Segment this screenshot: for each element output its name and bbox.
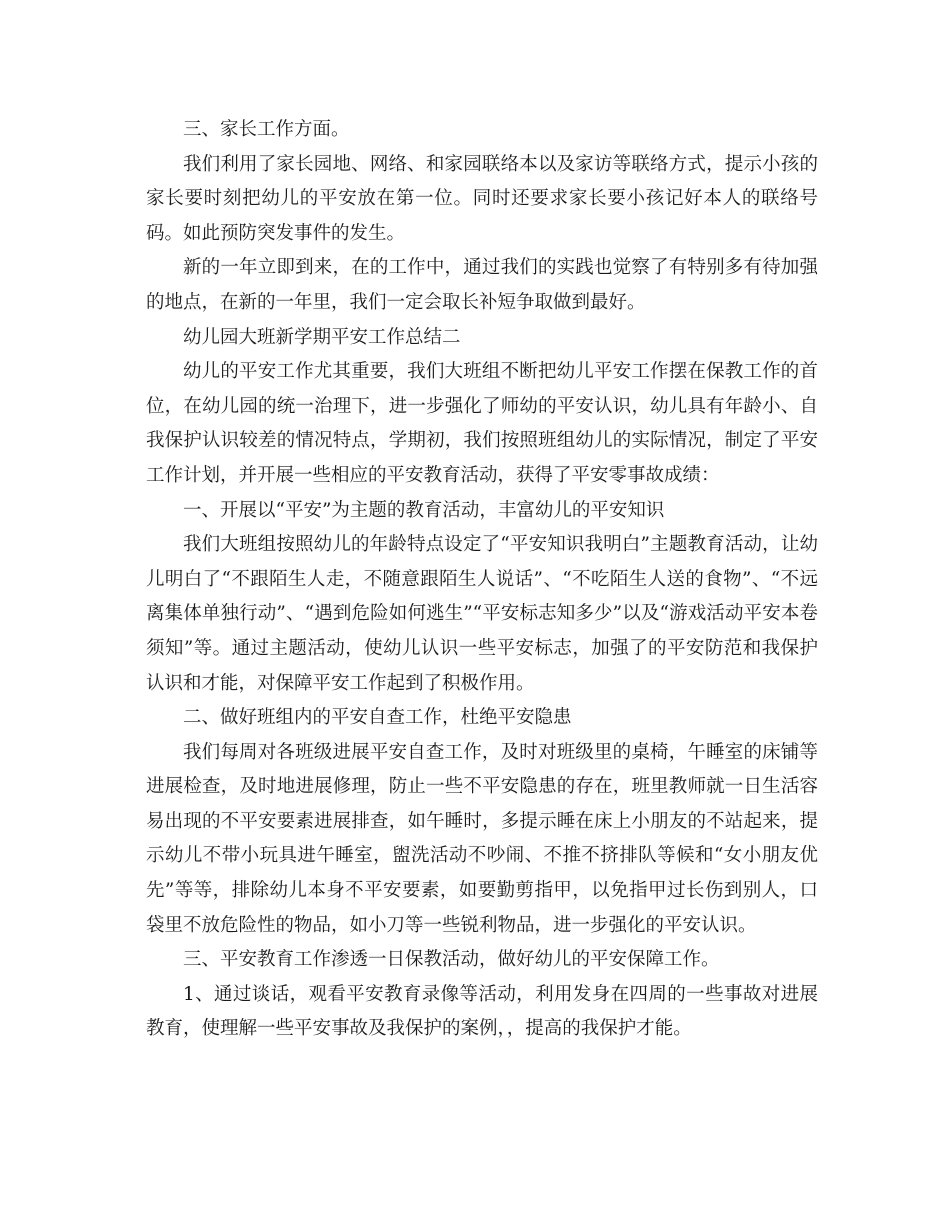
document-title-summary-two: 幼儿园大班新学期平安工作总结二 (183, 326, 461, 348)
section-heading-daily-education: 三、平安教育工作渗透一日保教活动，做好幼儿的平安保障工作。 (183, 949, 720, 971)
paragraph-safety-intro: 幼儿的平安工作尤其重要，我们大班组不断把幼儿平安工作摆在保教工作的首位，在幼儿园的统一治理下，进一步强化了师幼的平安认识，幼儿具有年龄小、自我保护认识较差的情况特点，学期初，我们按照班组幼儿的实际情况，制定了平安工作计划，并开展一些相应的平安教育活动，获得了平安零事故成绩： (146, 361, 818, 486)
section-heading-theme-activities: 一、开展以“平安”为主题的教育活动，丰富幼儿的平安知识 (183, 499, 665, 521)
paragraph-item-one: 1、通过谈话，观看平安教育录像等活动，利用发身在四周的一些事故对进展教育，使理解一些平安事故及我保护的案例，，提高的我保护才能。 (146, 983, 818, 1040)
paragraph-theme-activities: 我们大班组按照幼儿的年龄特点设定了“平安知识我明白”主题教育活动，让幼儿明白了“不跟陌生人走，不随意跟陌生人说话”、“不吃陌生人送的食物”、“不远离集体单独行动”、“遇到危险如何逃生”“平安标志知多少”以及“游戏活动平安本卷须知”等。通过主题活动，使幼儿认识一些平安标志，加强了的平安防范和我保护认识和才能，对保障平安工作起到了积极作用。 (146, 534, 818, 694)
paragraph-new-year: 新的一年立即到来，在的工作中，通过我们的实践也觉察了有特别多有待加强的地点，在新的一年里，我们一定会取长补短争取做到最好。 (146, 257, 818, 313)
paragraph-self-inspection: 我们每周对各班级进展平安自查工作，及时对班级里的桌椅，午睡室的床铺等进展检查，及时地进展修理，防止一些不平安隐患的存在，班里教师就一日生活容易出现的不平安要素进展排查，如午睡时，多提示睡在床上小朋友的不站起来，提示幼儿不带小玩具进午睡室，盥洗活动不吵闹、不推不挤排队等候和“女小朋友优先”等等，排除幼儿本身不平安要素，如要勤剪指甲，以免指甲过长伤到别人，口袋里不放危险性的物品，如小刀等一些锐利物品，进一步强化的平安认识。 (146, 741, 818, 936)
section-heading-parent-work: 三、家长工作方面。 (183, 119, 350, 140)
document-body (146, 113, 818, 1047)
paragraph-parent-contact: 我们利用了家长园地、网络、和家园联络本以及家访等联络方式，提示小孩的家长要时刻把幼儿的平安放在第一位。同时还要求家长要小孩记好本人的联络号码。如此预防突发事件的发生。 (146, 153, 818, 244)
section-heading-self-inspection: 二、做好班组内的平安自查工作，杜绝平安隐患 (183, 707, 572, 729)
